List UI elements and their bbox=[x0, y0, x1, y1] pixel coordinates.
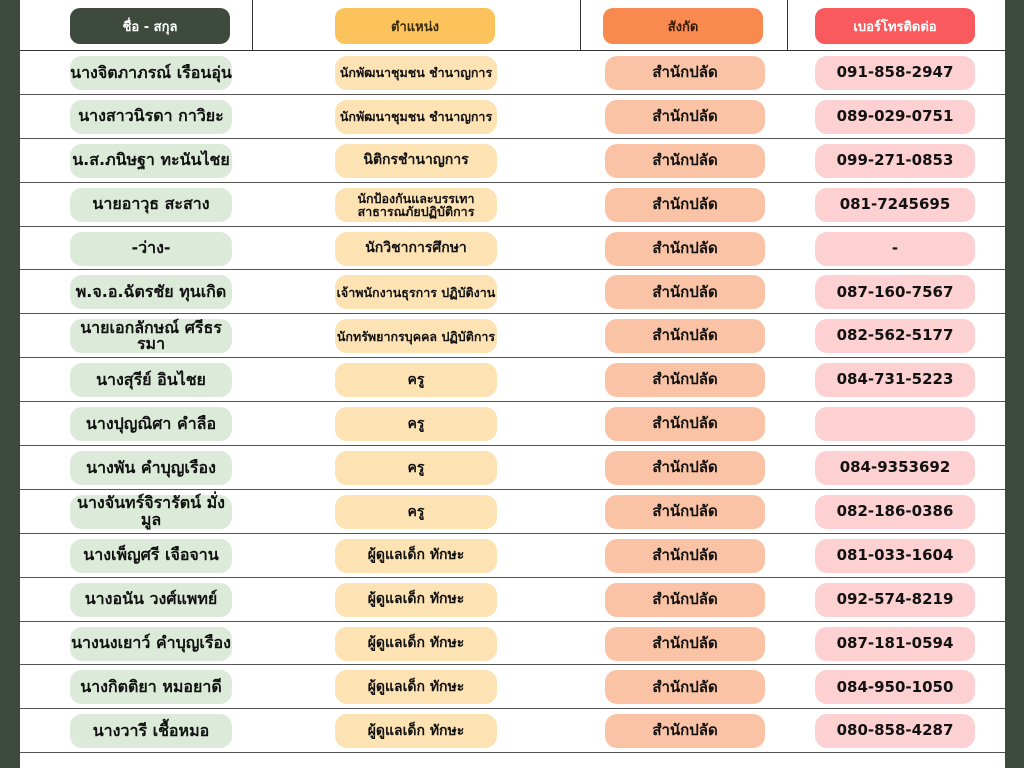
staff-phone: 082-562-5177 bbox=[815, 319, 975, 353]
staff-phone bbox=[815, 407, 975, 441]
header-position: ตำแหน่ง bbox=[335, 8, 495, 44]
staff-phone: 081-033-1604 bbox=[815, 539, 975, 573]
staff-phone: 084-9353692 bbox=[815, 451, 975, 485]
staff-phone: - bbox=[815, 232, 975, 266]
table-body bbox=[20, 51, 1005, 753]
staff-phone: 099-271-0853 bbox=[815, 144, 975, 178]
staff-affiliation: สำนักปลัด bbox=[605, 275, 765, 309]
staff-phone: 081-7245695 bbox=[815, 188, 975, 222]
staff-name: พ.จ.อ.ฉัตรชัย ทุนเกิด bbox=[70, 275, 232, 309]
staff-name: นางอนัน วงศ์แพทย์ bbox=[70, 583, 232, 617]
staff-directory-sheet bbox=[20, 0, 1005, 768]
table-row bbox=[20, 139, 1005, 183]
staff-position: ครู bbox=[335, 407, 497, 441]
table-row bbox=[20, 227, 1005, 271]
header-divider bbox=[580, 0, 581, 50]
staff-name: นางสาวนิรดา กาวิยะ bbox=[70, 100, 232, 134]
header-divider bbox=[787, 0, 788, 50]
staff-name: นางพัน คำบุญเรือง bbox=[70, 451, 232, 485]
table-row bbox=[20, 183, 1005, 227]
header-name: ชื่อ - สกุล bbox=[70, 8, 230, 44]
staff-name: นางวารี เชื้อหมอ bbox=[70, 714, 232, 748]
staff-name: นางสุรีย์ อินไชย bbox=[70, 363, 232, 397]
staff-affiliation: สำนักปลัด bbox=[605, 232, 765, 266]
staff-phone: 082-186-0386 bbox=[815, 495, 975, 529]
header-divider bbox=[252, 0, 253, 50]
table-row bbox=[20, 358, 1005, 402]
staff-affiliation: สำนักปลัด bbox=[605, 188, 765, 222]
staff-affiliation: สำนักปลัด bbox=[605, 670, 765, 704]
table-row bbox=[20, 402, 1005, 446]
staff-position: ครู bbox=[335, 495, 497, 529]
staff-position: ครู bbox=[335, 451, 497, 485]
staff-position: นักป้องกันและบรรเทา สาธารณภัยปฏิบัติการ bbox=[335, 188, 497, 222]
staff-affiliation: สำนักปลัด bbox=[605, 56, 765, 90]
staff-phone: 089-029-0751 bbox=[815, 100, 975, 134]
staff-affiliation: สำนักปลัด bbox=[605, 407, 765, 441]
staff-affiliation: สำนักปลัด bbox=[605, 583, 765, 617]
staff-position: นักทรัพยากรบุคคล ปฏิบัติการ bbox=[335, 319, 497, 353]
table-row bbox=[20, 709, 1005, 753]
table-row bbox=[20, 95, 1005, 139]
staff-affiliation: สำนักปลัด bbox=[605, 451, 765, 485]
header-phone: เบอร์โทรติดต่อ bbox=[815, 8, 975, 44]
staff-affiliation: สำนักปลัด bbox=[605, 144, 765, 178]
table-row bbox=[20, 665, 1005, 709]
staff-position: นักพัฒนาชุมชน ชำนาญการ bbox=[335, 56, 497, 90]
table-row bbox=[20, 446, 1005, 490]
table-row bbox=[20, 534, 1005, 578]
staff-phone: 087-160-7567 bbox=[815, 275, 975, 309]
staff-position: ครู bbox=[335, 363, 497, 397]
table-row bbox=[20, 578, 1005, 622]
table-row bbox=[20, 314, 1005, 358]
staff-name: นางเพ็ญศรี เจือจาน bbox=[70, 539, 232, 573]
staff-affiliation: สำนักปลัด bbox=[605, 100, 765, 134]
staff-name: -ว่าง- bbox=[70, 232, 232, 266]
staff-name: น.ส.ภนิษฐา ทะนันไชย bbox=[70, 144, 232, 178]
staff-phone: 084-950-1050 bbox=[815, 670, 975, 704]
staff-position: ผู้ดูแลเด็ก ทักษะ bbox=[335, 714, 497, 748]
staff-phone: 092-574-8219 bbox=[815, 583, 975, 617]
staff-name: นางนงเยาว์ คำบุญเรือง bbox=[70, 627, 232, 661]
staff-phone: 080-858-4287 bbox=[815, 714, 975, 748]
staff-position: นักวิชาการศึกษา bbox=[335, 232, 497, 266]
staff-position: นิติกรชำนาญการ bbox=[335, 144, 497, 178]
staff-name: นายเอกลักษณ์ ศรีธรรมา bbox=[70, 319, 232, 353]
staff-position: ผู้ดูแลเด็ก ทักษะ bbox=[335, 627, 497, 661]
staff-name: นางปุญณิศา คำลือ bbox=[70, 407, 232, 441]
staff-position: ผู้ดูแลเด็ก ทักษะ bbox=[335, 539, 497, 573]
staff-phone: 087-181-0594 bbox=[815, 627, 975, 661]
staff-affiliation: สำนักปลัด bbox=[605, 627, 765, 661]
staff-affiliation: สำนักปลัด bbox=[605, 319, 765, 353]
staff-affiliation: สำนักปลัด bbox=[605, 363, 765, 397]
staff-position: ผู้ดูแลเด็ก ทักษะ bbox=[335, 583, 497, 617]
staff-name: นายอาวุธ สะสาง bbox=[70, 188, 232, 222]
staff-name: นางกิตติยา หมอยาดี bbox=[70, 670, 232, 704]
staff-position: นักพัฒนาชุมชน ชำนาญการ bbox=[335, 100, 497, 134]
staff-name: นางจันทร์จิรารัตน์ มั่งมูล bbox=[70, 495, 232, 529]
staff-phone: 084-731-5223 bbox=[815, 363, 975, 397]
staff-position: ผู้ดูแลเด็ก ทักษะ bbox=[335, 670, 497, 704]
table-row bbox=[20, 622, 1005, 666]
staff-position: เจ้าพนักงานธุรการ ปฏิบัติงาน bbox=[335, 275, 497, 309]
staff-phone: 091-858-2947 bbox=[815, 56, 975, 90]
staff-name: นางจิตภาภรณ์ เรือนอุ่น bbox=[70, 56, 232, 90]
header-affiliation: สังกัด bbox=[603, 8, 763, 44]
table-row bbox=[20, 490, 1005, 534]
staff-affiliation: สำนักปลัด bbox=[605, 495, 765, 529]
table-header bbox=[20, 0, 1005, 51]
staff-affiliation: สำนักปลัด bbox=[605, 714, 765, 748]
table-row bbox=[20, 270, 1005, 314]
staff-affiliation: สำนักปลัด bbox=[605, 539, 765, 573]
table-row bbox=[20, 51, 1005, 95]
